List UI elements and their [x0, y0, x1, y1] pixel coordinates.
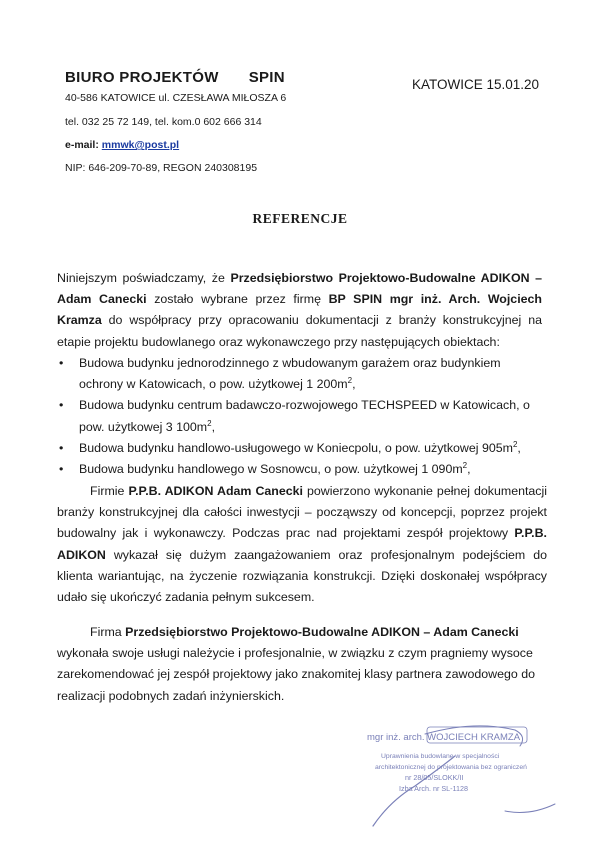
stamp-line-permit: Uprawnienia budowlane w specjalności	[381, 753, 500, 760]
letter-date: KATOWICE 15.01.20	[412, 77, 540, 92]
email-label: e-mail:	[65, 139, 99, 151]
recommendation-paragraph	[57, 622, 547, 707]
stamp-line-scope: architektonicznej do projektowania bez ograniczeń	[375, 764, 527, 771]
projects-list	[57, 353, 547, 480]
list-item	[57, 353, 547, 395]
collab-text-3: wykazał się dużym zaangażowaniem oraz profesjonalnym podejściem do klienta wariantując, na życzenie rozwiązania konstrukcji. Dzięki doskonałej współpracy udało się ukończyć zadania pełnym sukcesem.	[57, 547, 547, 605]
intro-text-2: zostało wybrane przez firmę	[146, 292, 329, 307]
stamp-line-chamber: Izba Arch. nr SL-1128	[399, 784, 468, 793]
bullet-icon: •	[59, 462, 64, 477]
list-item	[57, 459, 547, 480]
letter-title: REFERENCJE	[252, 211, 348, 226]
intro-bold-1: Przedsiębiorstwo Projektowo-Budowalne ADIKON – Adam Canecki	[57, 271, 542, 307]
intro-text-1: Niniejszym poświadczamy, że	[57, 271, 231, 285]
collab-text-2: powierzono wykonanie pełnej dokumentacji branży konstrukcyjnej dla całości inwestycji – począwszy od koncepcji, poprzez projekt budowalny jak i wykonawczy. Podczas prac nad projektami zespół projektowy	[57, 484, 548, 541]
email-link[interactable]: mmwk@post.pl	[101, 139, 180, 151]
list-item-end: ,	[467, 462, 471, 477]
signature-stamp	[355, 716, 565, 836]
list-item-end: ,	[211, 419, 216, 434]
stamp-line-number: nr 28/05/SLOKK/II	[405, 773, 464, 782]
list-item-end: ,	[517, 440, 521, 455]
list-item-text: Budowa budynku handlowo-usługowego w Koniecpolu, o pow. użytkowej 905m	[79, 440, 513, 455]
list-item-end: ,	[352, 377, 356, 392]
collaboration-paragraph	[57, 481, 547, 608]
collab-text-1: Firmie	[90, 484, 129, 498]
bullet-icon: •	[59, 440, 64, 455]
list-item-sup: 2	[347, 376, 353, 386]
signature-stroke	[505, 804, 555, 812]
intro-text-3: do współpracy przy opracowaniu dokumentacji z branży konstrukcyjnej na etapie projektu budowlanego oraz wykonawczego przy następujących obiektach:	[57, 313, 542, 349]
list-item-text: Budowa budynku handlowego w Sosnowcu, o pow. użytkowej 1 090m	[79, 462, 463, 477]
stamp-line-name: mgr inż. arch. WOJCIECH KRAMZA	[367, 732, 521, 743]
collab-bold-2: P.P.B. ADIKON	[57, 526, 547, 562]
list-item-text: Budowa budynku jednorodzinnego z wbudowanym garażem oraz budynkiem ochrony w Katowicach, o pow. użytkowej 1 200m	[79, 356, 501, 392]
recommend-bold-1: Przedsiębiorstwo Projektowo-Budowalne ADIKON – Adam Canecki	[125, 625, 519, 639]
list-item	[57, 395, 547, 437]
list-item-sup: 2	[207, 418, 212, 428]
company-suffix: SPIN	[248, 69, 285, 86]
intro-bold-2: BP SPIN mgr inż. Arch. Wojciech Kramza	[57, 292, 542, 328]
company-name-text: BIURO PROJEKTÓW	[65, 69, 219, 86]
recommend-text-1: Firma	[90, 625, 126, 639]
collab-bold-1: P.P.B. ADIKON Adam Canecki	[128, 484, 303, 498]
bullet-icon: •	[59, 398, 64, 413]
list-item	[57, 438, 547, 459]
list-item-text: Budowa budynku centrum badawczo-rozwojowego TECHSPEED w Katowicach, o pow. użytkowej 3 100m	[79, 398, 530, 434]
company-ids: NIP: 646-209-70-89, REGON 240308195	[65, 162, 258, 174]
list-item-sup: 2	[512, 439, 518, 449]
list-item-sup: 2	[462, 460, 468, 470]
recommend-text-2: wykonała swoje usługi należycie i profesjonalnie, w związku z czym pragniemy wysoce zarekomendować jej zespół projektowy jako znakomitej klasy partnera zawodowego do realizacji podobnych zadań inżynierskich.	[57, 646, 535, 703]
bullet-icon: •	[59, 356, 64, 370]
intro-paragraph	[57, 268, 542, 353]
company-phone: tel. 032 25 72 149, tel. kom.0 602 666 314	[65, 116, 262, 128]
company-address: 40-586 KATOWICE ul. CZESŁAWA MIŁOSZA 6	[65, 92, 287, 104]
company-email	[65, 139, 179, 151]
company-name	[65, 69, 285, 86]
